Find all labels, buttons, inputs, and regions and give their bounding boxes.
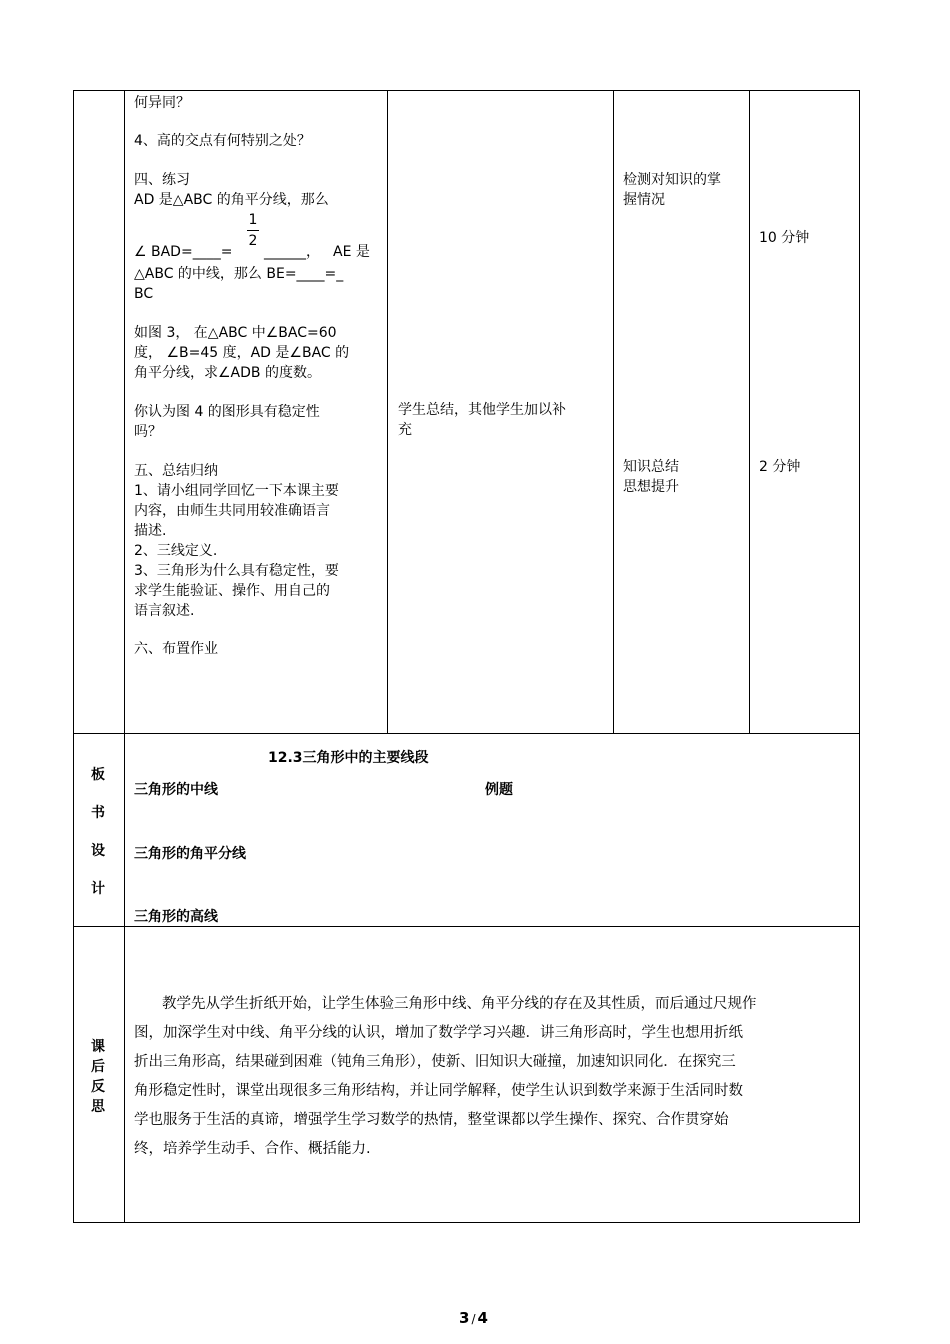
text-line: 求学生能验证、操作、用自己的 bbox=[134, 583, 330, 599]
text-line: 握情况 bbox=[623, 192, 665, 208]
board-item: 例题 bbox=[485, 782, 513, 798]
time-value: 10 分钟 bbox=[759, 230, 810, 246]
text-line: ∠ BAD=____= bbox=[134, 244, 233, 260]
text-line: AD 是△ABC 的角平分线，那么 bbox=[134, 192, 329, 208]
section-heading: 五、总结归纳 bbox=[134, 463, 218, 479]
text-line: 内容，由师生共同用较准确语言 bbox=[134, 503, 330, 519]
board-title: 12.3三角形中的主要线段 bbox=[268, 750, 429, 766]
text-line: 度， ∠B=45 度，AD 是∠BAC 的 bbox=[134, 345, 350, 361]
text-line: 语言叙述. bbox=[134, 603, 195, 619]
reflection-line: 角形稳定性时，课堂出现很多三角形结构，并让同学解释，使学生认识到数学来源于生活同时数 bbox=[134, 1083, 743, 1099]
label-char: 思 bbox=[91, 1099, 105, 1115]
text-line: AE 是 bbox=[333, 244, 370, 260]
text-line: 检测对知识的掌 bbox=[623, 172, 721, 188]
text-line: △ABC 的中线，那么 BE=____=_ bbox=[134, 266, 344, 282]
reflection-line: 图，加深学生对中线、角平分线的认识，增加了数学学习兴趣．讲三角形高时，学生也想用折纸 bbox=[134, 1025, 743, 1041]
section-heading: 四、练习 bbox=[134, 172, 190, 188]
text-line: 何异同？ bbox=[134, 95, 190, 111]
text-line: 3、三角形为什么具有稳定性，要 bbox=[134, 563, 339, 579]
text-line: BC bbox=[134, 286, 154, 302]
text-line: ______， bbox=[264, 244, 320, 260]
label-char: 设 bbox=[91, 843, 105, 859]
fraction-numerator: 1 bbox=[248, 212, 258, 228]
time-value: 2 分钟 bbox=[759, 459, 801, 475]
text-line: 1、请小组同学回忆一下本课主要 bbox=[134, 483, 339, 499]
text-line: 思想提升 bbox=[623, 479, 679, 495]
page-number bbox=[459, 1308, 488, 1329]
board-item: 三角形的角平分线 bbox=[134, 846, 246, 862]
text-line: 如图 3， 在△ABC 中∠BAC=60 bbox=[134, 325, 337, 341]
text-line: 学生总结，其他学生加以补 bbox=[398, 402, 566, 418]
text-line: 描述. bbox=[134, 523, 167, 539]
reflection-line: 学也服务于生活的真谛，增强学生学习数学的热情，整堂课都以学生操作、探究、合作贯穿始 bbox=[134, 1112, 729, 1128]
reflection-line: 终，培养学生动手、合作、概括能力. bbox=[134, 1141, 371, 1157]
total-pages: 4 bbox=[477, 1309, 488, 1327]
text-line: 你认为图 4 的图形具有稳定性 bbox=[134, 404, 320, 420]
fraction-denominator: 2 bbox=[248, 233, 258, 249]
label-char: 书 bbox=[91, 805, 105, 821]
current-page: 3 bbox=[459, 1309, 470, 1327]
label-char: 后 bbox=[91, 1059, 105, 1075]
board-item: 三角形的中线 bbox=[134, 782, 218, 798]
reflection-line: 教学先从学生折纸开始，让学生体验三角形中线、角平分线的存在及其性质，而后通过尺规作 bbox=[162, 996, 757, 1012]
fraction-bar bbox=[247, 230, 259, 231]
text-line: 充 bbox=[398, 422, 412, 438]
section-heading: 六、布置作业 bbox=[134, 641, 218, 657]
page-separator: / bbox=[471, 1312, 476, 1326]
text-line: 2、三线定义. bbox=[134, 543, 218, 559]
reflection-line: 折出三角形高，结果碰到困难（钝角三角形），使新、旧知识大碰撞，加速知识同化．在探究三 bbox=[134, 1054, 736, 1070]
label-char: 课 bbox=[91, 1039, 105, 1055]
label-char: 计 bbox=[91, 881, 105, 897]
board-item: 三角形的高线 bbox=[134, 909, 218, 925]
text-line: 知识总结 bbox=[623, 459, 679, 475]
label-char: 板 bbox=[91, 767, 105, 783]
text-line: 吗？ bbox=[134, 424, 162, 440]
text-line: 4、高的交点有何特别之处？ bbox=[134, 133, 311, 149]
text-line: 角平分线，求∠ADB 的度数。 bbox=[134, 365, 321, 381]
label-char: 反 bbox=[91, 1079, 105, 1095]
